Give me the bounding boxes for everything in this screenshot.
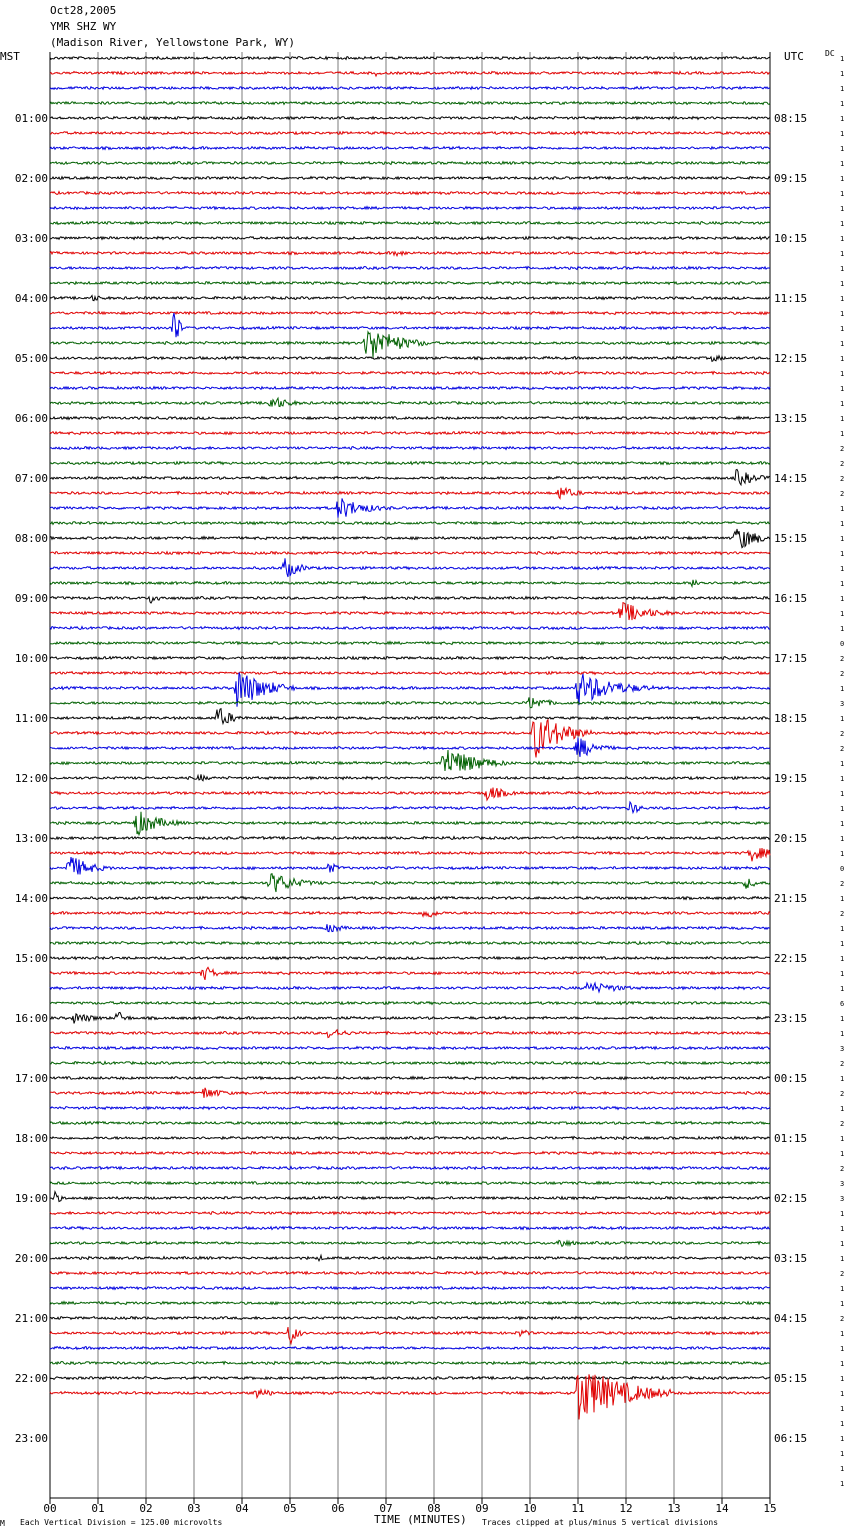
dc-offset-value: 3 — [840, 700, 845, 708]
mst-hour-label: 12:00 — [14, 772, 48, 785]
dc-offset-value: 1 — [840, 895, 845, 903]
dc-offset-value: 1 — [840, 535, 845, 543]
dc-offset-value: 2 — [840, 730, 845, 738]
trace-line — [50, 1167, 770, 1170]
chart-date: Oct28,2005 — [50, 4, 117, 17]
dc-offset-value: 1 — [840, 820, 845, 828]
trace-line — [50, 558, 770, 577]
trace-line — [50, 398, 770, 406]
utc-hour-label: 14:15 — [774, 472, 808, 485]
utc-hour-label: 04:15 — [774, 1312, 808, 1325]
trace-line — [50, 177, 770, 180]
mst-hour-label: 18:00 — [14, 1132, 48, 1145]
dc-offset-value: 1 — [840, 85, 845, 93]
dc-offset-value: 1 — [840, 1420, 845, 1428]
trace-line — [50, 942, 770, 945]
trace-line — [50, 552, 770, 555]
dc-offset-value: 1 — [840, 55, 845, 63]
dc-offset-value: 1 — [840, 805, 845, 813]
x-tick-label: 09 — [475, 1502, 489, 1515]
trace-line — [50, 627, 770, 630]
trace-line — [50, 498, 770, 517]
utc-hour-label: 03:15 — [774, 1252, 808, 1265]
mst-hour-label: 08:00 — [14, 532, 48, 545]
utc-hour-label: 02:15 — [774, 1192, 808, 1205]
dc-offset-value: 1 — [840, 850, 845, 858]
utc-hour-label: 00:15 — [774, 1072, 808, 1085]
dc-offset-value: 1 — [840, 1435, 845, 1443]
dc-offset-value: 2 — [840, 655, 845, 663]
x-tick-label: 14 — [715, 1502, 729, 1515]
utc-hour-label: 20:15 — [774, 832, 808, 845]
x-tick-label: 00 — [43, 1502, 57, 1515]
utc-hour-label: 01:15 — [774, 1132, 808, 1145]
utc-hour-label: 08:15 — [774, 112, 808, 125]
dc-offset-value: 2 — [840, 445, 845, 453]
trace-line — [50, 1012, 770, 1023]
dc-offset-value: 1 — [840, 145, 845, 153]
dc-offset-value: 2 — [840, 1060, 845, 1068]
trace-line — [50, 697, 770, 707]
utc-hour-label: 10:15 — [774, 232, 808, 245]
trace-line — [50, 237, 770, 240]
x-tick-label: 07 — [379, 1502, 393, 1515]
dc-offset-value: 1 — [840, 250, 845, 258]
corner-mark: M — [0, 1519, 5, 1528]
mst-hour-label: 05:00 — [14, 352, 48, 365]
dc-offset-value: 0 — [840, 640, 845, 648]
dc-offset-value: 1 — [840, 970, 845, 978]
trace-line — [50, 117, 770, 120]
trace-line — [50, 1152, 770, 1155]
trace-line — [50, 1182, 770, 1185]
trace-line — [50, 1107, 770, 1110]
dc-offset-value: 1 — [840, 70, 845, 78]
trace-line — [50, 1240, 770, 1246]
utc-hour-label: 13:15 — [774, 412, 808, 425]
dc-offset-value: 1 — [840, 220, 845, 228]
trace-line — [50, 967, 770, 980]
trace-line — [50, 897, 770, 900]
dc-offset-value: 1 — [840, 715, 845, 723]
dc-offset-value: 1 — [840, 955, 845, 963]
left-timezone-label: MST — [0, 50, 20, 63]
trace-line — [50, 296, 770, 301]
trace-line — [50, 672, 770, 675]
trace-line — [50, 738, 770, 757]
utc-hour-label: 18:15 — [774, 712, 808, 725]
mst-hour-label: 14:00 — [14, 892, 48, 905]
utc-hour-label: 06:15 — [774, 1432, 808, 1445]
dc-offset-value: 1 — [840, 580, 845, 588]
trace-line — [50, 313, 770, 337]
dc-offset-value: 1 — [840, 1375, 845, 1383]
x-tick-label: 15 — [763, 1502, 777, 1515]
dc-offset-value: 1 — [840, 1240, 845, 1248]
trace-line — [50, 447, 770, 450]
dc-offset-value: 1 — [840, 430, 845, 438]
dc-offset-value: 1 — [840, 385, 845, 393]
x-tick-label: 01 — [91, 1502, 105, 1515]
trace-line — [50, 802, 770, 813]
dc-offset-value: 1 — [840, 1390, 845, 1398]
right-timezone-label: UTC — [784, 50, 804, 63]
trace-line — [50, 750, 770, 771]
trace-line — [50, 312, 770, 315]
station-location: (Madison River, Yellowstone Park, WY) — [50, 36, 296, 49]
trace-line — [50, 529, 770, 548]
dc-offset-value: 2 — [840, 1315, 845, 1323]
dc-offset-value: 1 — [840, 505, 845, 513]
dc-offset-value: 1 — [840, 1255, 845, 1263]
dc-offset-value: 1 — [840, 130, 845, 138]
trace-line — [50, 372, 770, 375]
dc-offset-value: 1 — [840, 310, 845, 318]
utc-hour-label: 15:15 — [774, 532, 808, 545]
mst-hour-label: 19:00 — [14, 1192, 48, 1205]
trace-line — [50, 1137, 770, 1140]
dc-offset-value: 1 — [840, 1465, 845, 1473]
x-tick-label: 08 — [427, 1502, 441, 1515]
trace-line — [50, 1287, 770, 1290]
dc-offset-value: 3 — [840, 1180, 845, 1188]
trace-line — [50, 774, 770, 780]
scale-note: Each Vertical Division = 125.00 microvolts — [20, 1518, 223, 1527]
trace-line — [50, 267, 770, 270]
dc-offset-value: 1 — [840, 595, 845, 603]
x-tick-label: 12 — [619, 1502, 633, 1515]
dc-offset-value: 1 — [840, 790, 845, 798]
mst-hour-label: 20:00 — [14, 1252, 48, 1265]
utc-hour-label: 22:15 — [774, 952, 808, 965]
x-tick-label: 10 — [523, 1502, 537, 1515]
trace-line — [50, 1317, 770, 1320]
utc-hour-label: 21:15 — [774, 892, 808, 905]
x-tick-label: 11 — [571, 1502, 585, 1515]
trace-line — [50, 1212, 770, 1215]
utc-hour-label: 05:15 — [774, 1372, 808, 1385]
trace-line — [50, 207, 770, 210]
mst-hour-label: 22:00 — [14, 1372, 48, 1385]
dc-offset-value: 1 — [840, 1285, 845, 1293]
dc-offset-value: 6 — [840, 1000, 845, 1008]
dc-offset-value: 2 — [840, 670, 845, 678]
dc-offset-value: 2 — [840, 1270, 845, 1278]
dc-offset-value: 1 — [840, 1450, 845, 1458]
dc-offset-value: 2 — [840, 910, 845, 918]
mst-hour-label: 17:00 — [14, 1072, 48, 1085]
trace-line — [50, 1227, 770, 1230]
dc-offset-value: 1 — [840, 940, 845, 948]
mst-hour-label: 02:00 — [14, 172, 48, 185]
dc-offset-value: 1 — [840, 835, 845, 843]
trace-line — [50, 162, 770, 165]
trace-line — [50, 1327, 770, 1343]
dc-offset-value: 1 — [840, 265, 845, 273]
trace-line — [50, 488, 770, 499]
trace-line — [50, 912, 770, 917]
trace-line — [50, 1030, 770, 1038]
trace-line — [50, 1377, 770, 1380]
trace-line — [50, 522, 770, 525]
dc-offset-value: 1 — [840, 1105, 845, 1113]
dc-offset-value: 1 — [840, 550, 845, 558]
dc-offset-value: 1 — [840, 1480, 845, 1488]
mst-hour-label: 01:00 — [14, 112, 48, 125]
trace-line — [50, 282, 770, 285]
dc-offset-value: 1 — [840, 205, 845, 213]
dc-offset-value: 1 — [840, 1135, 845, 1143]
trace-line — [50, 417, 770, 420]
mst-hour-label: 03:00 — [14, 232, 48, 245]
dc-offset-value: 1 — [840, 1345, 845, 1353]
utc-hour-label: 09:15 — [774, 172, 808, 185]
dc-offset-value: 1 — [840, 985, 845, 993]
x-tick-label: 03 — [187, 1502, 201, 1515]
trace-line — [50, 957, 770, 960]
trace-line — [50, 57, 770, 60]
trace-line — [50, 252, 770, 256]
trace-line — [50, 1192, 770, 1202]
dc-offset-value: 0 — [840, 865, 845, 873]
utc-hour-label: 12:15 — [774, 352, 808, 365]
trace-line — [50, 812, 770, 835]
trace-line — [50, 356, 770, 362]
trace-line — [50, 1272, 770, 1275]
dc-offset-value: 1 — [840, 520, 845, 528]
trace-line — [50, 432, 770, 435]
trace-line — [50, 387, 770, 390]
trace-line — [50, 469, 770, 485]
trace-line — [50, 1077, 770, 1080]
mst-hour-label: 06:00 — [14, 412, 48, 425]
dc-offset-value: 1 — [840, 355, 845, 363]
dc-offset-value: 1 — [840, 685, 845, 693]
mst-hour-label: 09:00 — [14, 592, 48, 605]
utc-hour-label: 19:15 — [774, 772, 808, 785]
dc-offset-value: 3 — [840, 1195, 845, 1203]
mst-hour-label: 07:00 — [14, 472, 48, 485]
dc-offset-value: 2 — [840, 460, 845, 468]
dc-offset-value: 1 — [840, 1075, 845, 1083]
trace-line — [50, 87, 770, 90]
dc-offset-value: 2 — [840, 1165, 845, 1173]
dc-offset-value: 2 — [840, 475, 845, 483]
x-tick-label: 13 — [667, 1502, 681, 1515]
dc-offset-value: 1 — [840, 1210, 845, 1218]
dc-offset-value: 1 — [840, 1150, 845, 1158]
trace-line — [50, 837, 770, 840]
dc-offset-value: 1 — [840, 400, 845, 408]
trace-line — [50, 642, 770, 645]
dc-offset-value: 2 — [840, 1120, 845, 1128]
dc-offset-value: 1 — [840, 415, 845, 423]
dc-offset-value: 2 — [840, 880, 845, 888]
trace-line — [50, 1122, 770, 1125]
trace-line — [50, 580, 770, 587]
clip-note: Traces clipped at plus/minus 5 vertical divisions — [482, 1518, 719, 1527]
trace-line — [50, 1088, 770, 1098]
dc-offset-value: 1 — [840, 190, 845, 198]
trace-line — [50, 1047, 770, 1050]
utc-hour-label: 23:15 — [774, 1012, 808, 1025]
utc-hour-label: 17:15 — [774, 652, 808, 665]
trace-line — [50, 848, 770, 861]
dc-offset-value: 3 — [840, 1045, 845, 1053]
mst-hour-label: 16:00 — [14, 1012, 48, 1025]
trace-line — [50, 1347, 770, 1350]
dc-offset-value: 1 — [840, 1225, 845, 1233]
dc-offset-value: 1 — [840, 1330, 845, 1338]
mst-hour-label: 15:00 — [14, 952, 48, 965]
trace-line — [50, 720, 770, 758]
mst-hour-label: 23:00 — [14, 1432, 48, 1445]
mst-hour-label: 13:00 — [14, 832, 48, 845]
trace-line — [50, 132, 770, 135]
dc-offset-value: 1 — [840, 1360, 845, 1368]
dc-offset-value: 1 — [840, 115, 845, 123]
trace-line — [50, 147, 770, 150]
dc-offset-value: 1 — [840, 295, 845, 303]
dc-offset-value: 2 — [840, 1090, 845, 1098]
trace-line — [50, 462, 770, 465]
trace-line — [50, 983, 770, 992]
trace-line — [50, 72, 770, 77]
dc-offset-value: 2 — [840, 745, 845, 753]
dc-offset-value: 1 — [840, 340, 845, 348]
dc-offset-value: 1 — [840, 325, 845, 333]
mst-hour-label: 04:00 — [14, 292, 48, 305]
dc-offset-value: 1 — [840, 235, 845, 243]
trace-line — [50, 603, 770, 621]
dc-offset-value: 1 — [840, 625, 845, 633]
dc-offset-value: 1 — [840, 760, 845, 768]
dc-offset-value: 1 — [840, 1300, 845, 1308]
trace-line — [50, 192, 770, 195]
dc-offset-value: 2 — [840, 490, 845, 498]
trace-line — [50, 709, 770, 724]
dc-offset-value: 1 — [840, 565, 845, 573]
x-tick-label: 02 — [139, 1502, 153, 1515]
dc-offset-value: 1 — [840, 280, 845, 288]
trace-line — [50, 1362, 770, 1365]
dc-offset-value: 1 — [840, 1030, 845, 1038]
x-tick-label: 04 — [235, 1502, 249, 1515]
utc-hour-label: 16:15 — [774, 592, 808, 605]
trace-line — [50, 657, 770, 660]
dc-offset-value: 1 — [840, 175, 845, 183]
trace-line — [50, 924, 770, 932]
dc-label: DC — [825, 49, 835, 58]
trace-line — [50, 1302, 770, 1305]
mst-hour-label: 10:00 — [14, 652, 48, 665]
trace-line — [50, 1255, 770, 1261]
dc-offset-value: 1 — [840, 1405, 845, 1413]
station-code: YMR SHZ WY — [50, 20, 117, 33]
trace-line — [50, 597, 770, 604]
dc-offset-value: 1 — [840, 925, 845, 933]
mst-hour-label: 11:00 — [14, 712, 48, 725]
utc-hour-label: 11:15 — [774, 292, 808, 305]
trace-line — [50, 1374, 770, 1419]
trace-line — [50, 874, 770, 892]
trace-line — [50, 788, 770, 801]
dc-offset-value: 1 — [840, 775, 845, 783]
trace-line — [50, 222, 770, 225]
dc-offset-value: 1 — [840, 1015, 845, 1023]
x-axis-title: TIME (MINUTES) — [374, 1513, 467, 1526]
trace-line — [50, 102, 770, 105]
trace-line — [50, 1062, 770, 1065]
dc-offset-value: 1 — [840, 160, 845, 168]
trace-line — [50, 332, 770, 358]
dc-offset-value: 1 — [840, 370, 845, 378]
dc-offset-value: 1 — [840, 610, 845, 618]
x-tick-label: 06 — [331, 1502, 345, 1515]
trace-line — [50, 1002, 770, 1005]
trace-line — [50, 857, 770, 874]
x-tick-label: 05 — [283, 1502, 297, 1515]
mst-hour-label: 21:00 — [14, 1312, 48, 1325]
dc-offset-value: 1 — [840, 100, 845, 108]
